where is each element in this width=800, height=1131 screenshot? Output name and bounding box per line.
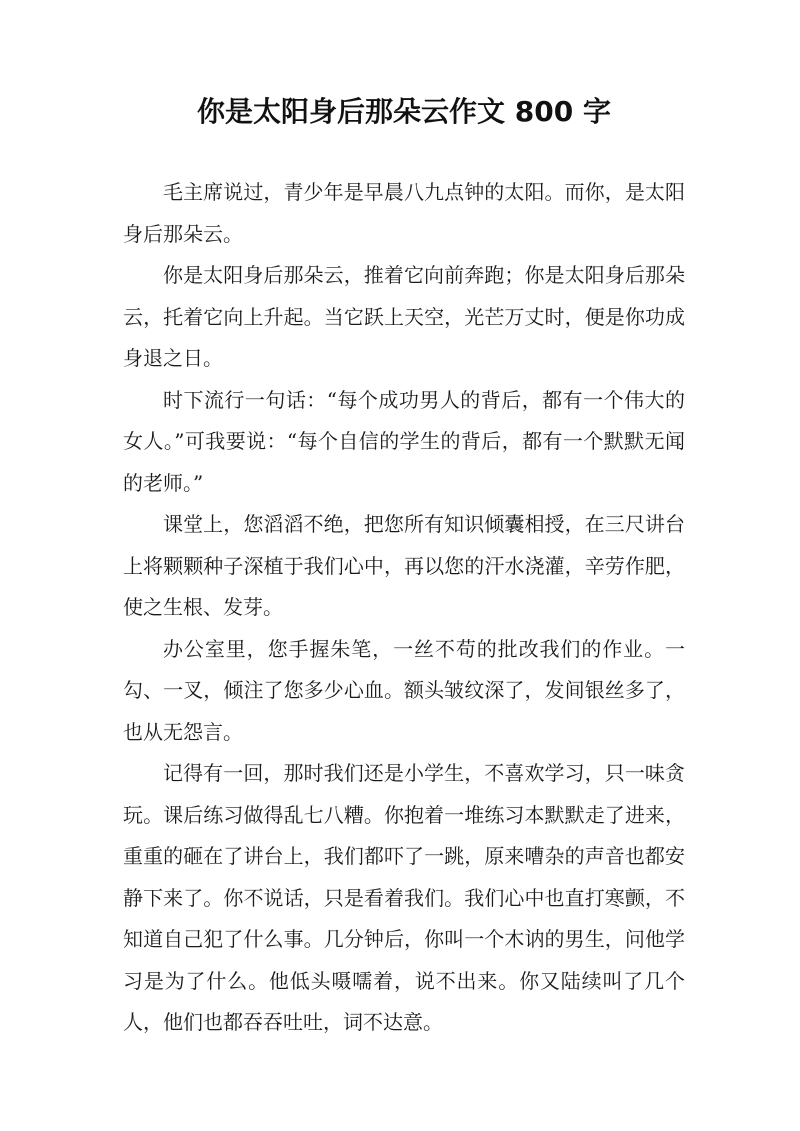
paragraph: 办公室里，您手握朱笔，一丝不苟的批改我们的作业。一勾、一叉，倾注了您多少心血。额头皱纹深了，发间银丝多了，也从无怨言。 xyxy=(123,636,685,744)
document-body xyxy=(123,172,685,1044)
paragraph: 课堂上，您滔滔不绝，把您所有知识倾囊相授，在三尺讲台上将颗颗种子深植于我们心中，再以您的汗水浇灌，辛劳作肥，使之生根、发芽。 xyxy=(123,512,685,619)
paragraph: 时下流行一句话：“每个成功男人的背后，都有一个伟大的女人。”可我要说：“每个自信的学生的背后，都有一个默默无闻的老师。” xyxy=(123,387,685,495)
paragraph: 毛主席说过，青少年是早晨八九点钟的太阳。而你，是太阳身后那朵云。 xyxy=(123,180,685,246)
paragraph: 记得有一回，那时我们还是小学生，不喜欢学习，只一味贪玩。课后练习做得乱七八糟。你抱着一堆练习本默默走了进来，重重的砸在了讲台上，我们都吓了一跳，原来嘈杂的声音也都安静下来了。你不说话，只是看着我们。我们心中也直打寒颤，不知道自己犯了什么事。几分钟后，你叫一个木讷的男生，问他学习是为了什么。他低头嗫嚅着，说不出来。你又陆续叫了几个人，他们也都吞吞吐吐，词不达意。 xyxy=(123,761,685,1034)
paragraph: 你是太阳身后那朵云，推着它向前奔跑；你是太阳身后那朵云，托着它向上升起。当它跃上天空，光芒万丈时，便是你功成身退之日。 xyxy=(123,263,685,370)
document-title: 你是太阳身后那朵云作文 800 字 xyxy=(197,95,611,128)
